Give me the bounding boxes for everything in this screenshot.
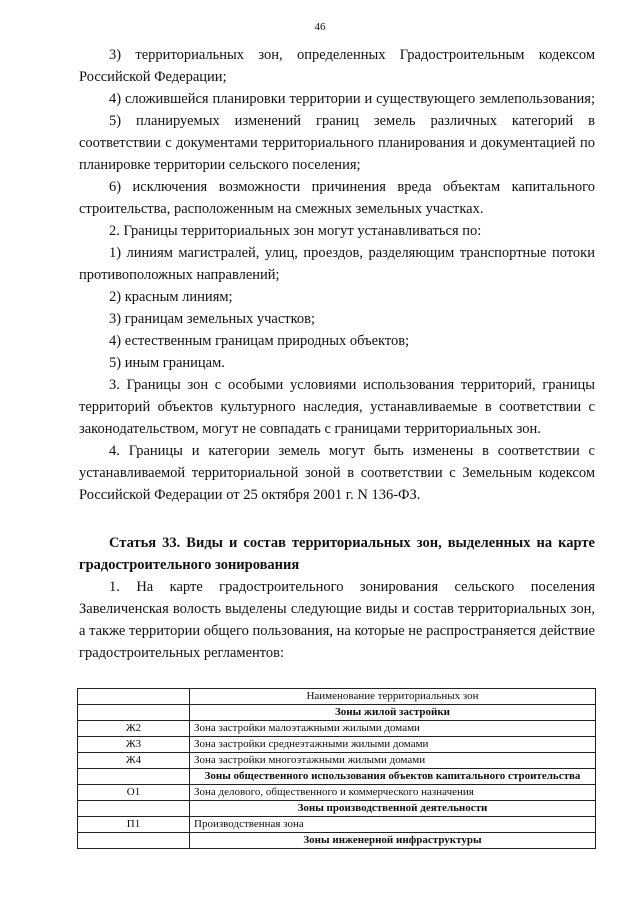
zone-name: Зона делового, общественного и коммерческого назначения bbox=[190, 785, 596, 801]
table-row bbox=[78, 737, 596, 753]
paragraph: 4) сложившейся планировки территории и существующего землепользования; bbox=[109, 91, 595, 107]
paragraph: 2. Границы территориальных зон могут устанавливаться по: bbox=[109, 223, 482, 239]
zone-code: Ж4 bbox=[78, 753, 190, 769]
paragraph: 1) линиям магистралей, улиц, проездов, разделяющим транспортные потоки противоположных направлений; bbox=[79, 245, 595, 283]
table-group-row bbox=[78, 769, 596, 785]
zone-name: Зона застройки среднеэтажными жилыми домами bbox=[190, 737, 596, 753]
table-row bbox=[78, 785, 596, 801]
table-cell bbox=[78, 689, 190, 705]
paragraph: 5) планируемых изменений границ земель различных категорий в соответствии с документами территориального планирования и документацией по планировке территории сельского поселения; bbox=[79, 113, 595, 173]
paragraph: 3) территориальных зон, определенных Градостроительным кодексом Российской Федерации; bbox=[79, 47, 595, 85]
zone-code: Ж3 bbox=[78, 737, 190, 753]
table-group-row bbox=[78, 705, 596, 721]
table-row bbox=[78, 817, 596, 833]
article-intro: 1. На карте градостроительного зонирования сельского поселения Завеличенская волость выделены следующие виды и состав территориальных зон, а также территории общего пользования, на которые не распространяется действие градостроительных регламентов: bbox=[79, 579, 595, 661]
paragraph: 2) красным линиям; bbox=[109, 289, 233, 305]
article-heading: Статья 33. Виды и состав территориальных зон, выделенных на карте градостроительного зонирования bbox=[79, 535, 595, 573]
document-body bbox=[79, 44, 595, 664]
table-cell bbox=[78, 705, 190, 721]
zone-name: Зона застройки многоэтажными жилыми домами bbox=[190, 753, 596, 769]
paragraph: 3) границам земельных участков; bbox=[109, 311, 316, 327]
group-title: Зоны жилой застройки bbox=[190, 705, 596, 721]
group-title: Зоны общественного использования объектов капитального строительства bbox=[190, 769, 596, 785]
zone-code: О1 bbox=[78, 785, 190, 801]
table-cell bbox=[78, 801, 190, 817]
group-title: Зоны инженерной инфраструктуры bbox=[190, 833, 596, 849]
zone-code: Ж2 bbox=[78, 721, 190, 737]
paragraph: 3. Границы зон с особыми условиями использования территорий, границы территорий объектов культурного наследия, устанавливаемые в соответствии с законодательством, могут не совпадать с границами территориальных зон. bbox=[79, 377, 595, 437]
zone-name: Производственная зона bbox=[190, 817, 596, 833]
table-header-row bbox=[78, 689, 596, 705]
table-header: Наименование территориальных зон bbox=[190, 689, 596, 705]
paragraph: 5) иным границам. bbox=[109, 355, 225, 371]
zones-table bbox=[77, 688, 596, 849]
paragraph: 6) исключения возможности причинения вреда объектам капитального строительства, расположенным на смежных земельных участках. bbox=[79, 179, 595, 217]
zone-name: Зона застройки малоэтажными жилыми домами bbox=[190, 721, 596, 737]
zone-code: П1 bbox=[78, 817, 190, 833]
group-title: Зоны производственной деятельности bbox=[190, 801, 596, 817]
paragraph: 4. Границы и категории земель могут быть изменены в соответствии с устанавливаемой территориальной зоной в соответствии с Земельным кодексом Российской Федерации от 25 октября 2001 г. N 136-ФЗ. bbox=[79, 443, 595, 503]
paragraph: 4) естественным границам природных объектов; bbox=[109, 333, 410, 349]
table-row bbox=[78, 721, 596, 737]
table-group-row bbox=[78, 833, 596, 849]
table-cell bbox=[78, 833, 190, 849]
table-row bbox=[78, 753, 596, 769]
table-cell bbox=[78, 769, 190, 785]
table-group-row bbox=[78, 801, 596, 817]
page-number: 46 bbox=[314, 21, 326, 33]
